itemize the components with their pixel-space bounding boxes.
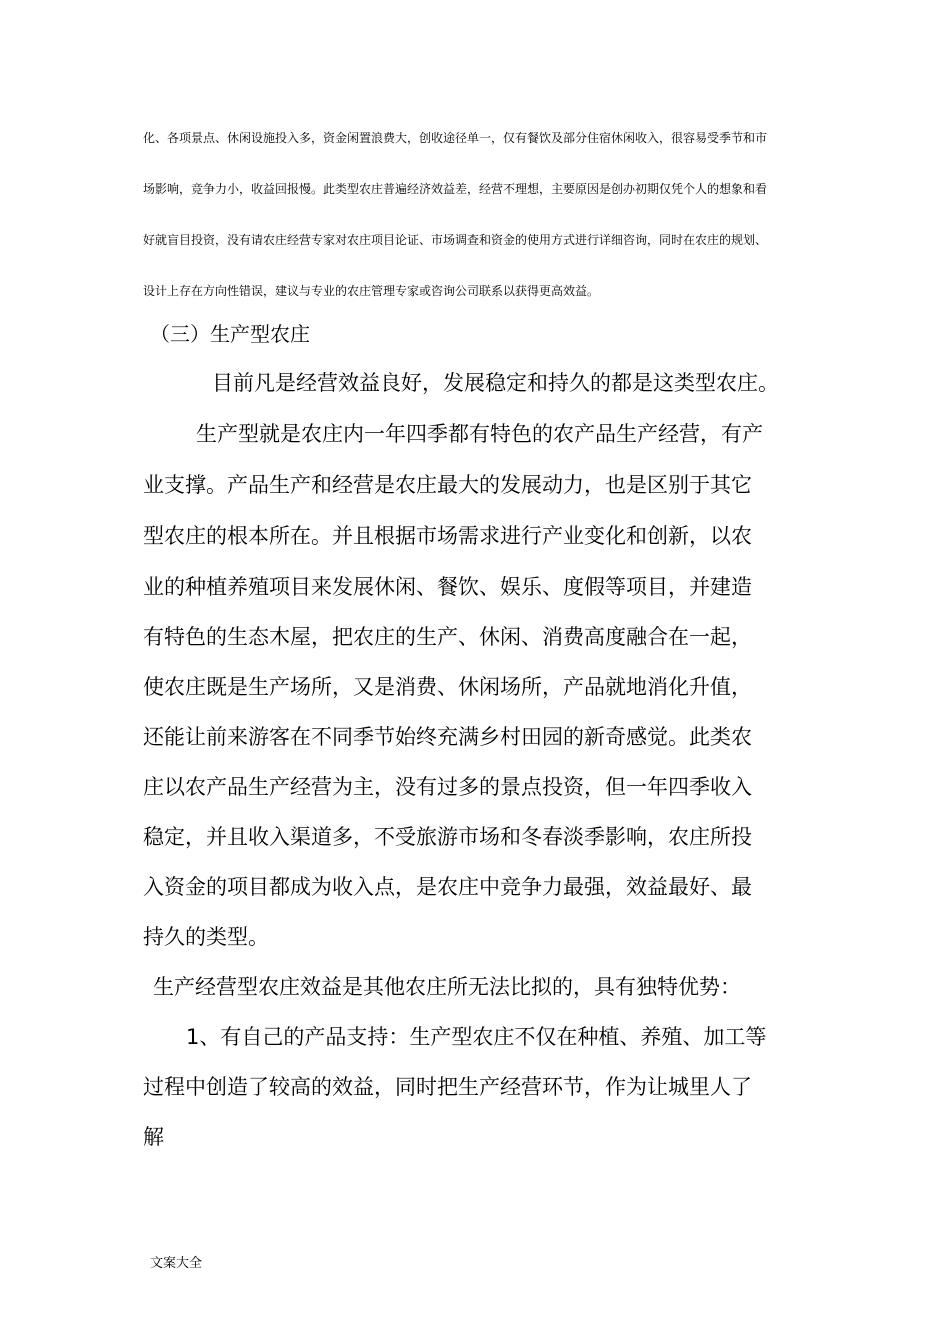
section-line-5: 业的种植养殖项目来发展休闲、餐饮、娱乐、度假等项目，并建造 <box>143 575 752 599</box>
section-line-15: 过程中创造了较高的效益，同时把生产经营环节，作为让城里人了 <box>143 1075 752 1099</box>
footer-label: 文案大全 <box>150 1256 203 1271</box>
section-line-2: 生产型就是农庄内一年四季都有特色的农产品生产经营，有产 <box>196 422 763 446</box>
section-heading: （三）生产型农庄 <box>150 322 310 346</box>
section-line-9: 庄以农产品生产经营为主，没有过多的景点投资，但一年四季收入 <box>143 775 752 799</box>
section-line-3: 业支撑。产品生产和经营是农庄最大的发展动力，也是区别于其它 <box>143 473 752 497</box>
body-text-line-1: 化、各项景点、休闲设施投入多，资金闲置浪费大，创收途径单一，仅有餐饮及部分住宿休闲收入，很容易受季节和市 <box>143 131 768 145</box>
body-text-line-4: 设计上存在方向性错误，建议与专业的农庄管理专家或咨询公司联系以获得更高效益。 <box>143 284 600 298</box>
section-line-8: 还能让前来游客在不同季节始终充满乡村田园的新奇感觉。此类农 <box>143 725 752 749</box>
section-line-11: 入资金的项目都成为收入点，是农庄中竞争力最强，效益最好、最 <box>143 875 752 899</box>
section-line-16: 解 <box>143 1125 164 1149</box>
section-line-7: 使农庄既是生产场所，又是消费、休闲场所，产品就地消化升值， <box>143 675 752 699</box>
section-line-1: 目前凡是经营效益良好，发展稳定和持久的都是这类型农庄。 <box>212 371 779 395</box>
section-line-13: 生产经营型农庄效益是其他农庄所无法比拟的，具有独特优势： <box>153 975 741 999</box>
section-line-12: 持久的类型。 <box>143 925 269 949</box>
body-text-line-3: 好就盲目投资，没有请农庄经营专家对农庄项目论证、市场调查和资金的使用方式进行详细咨询，同时在农庄的规划、 <box>143 233 768 247</box>
section-line-14: 1、有自己的产品支持：生产型农庄不仅在种植、养殖、加工等 <box>186 1025 767 1049</box>
section-line-10: 稳定，并且收入渠道多，不受旅游市场和冬春淡季影响，农庄所投 <box>143 825 752 849</box>
body-text-line-2: 场影响，竞争力小，收益回报慢。此类型农庄普遍经济效益差，经营不理想，主要原因是创办初期仅凭个人的想象和看 <box>143 182 768 196</box>
section-line-6: 有特色的生态木屋，把农庄的生产、休闲、消费高度融合在一起， <box>143 625 752 649</box>
section-line-4: 型农庄的根本所在。并且根据市场需求进行产业变化和创新，以农 <box>143 524 752 548</box>
